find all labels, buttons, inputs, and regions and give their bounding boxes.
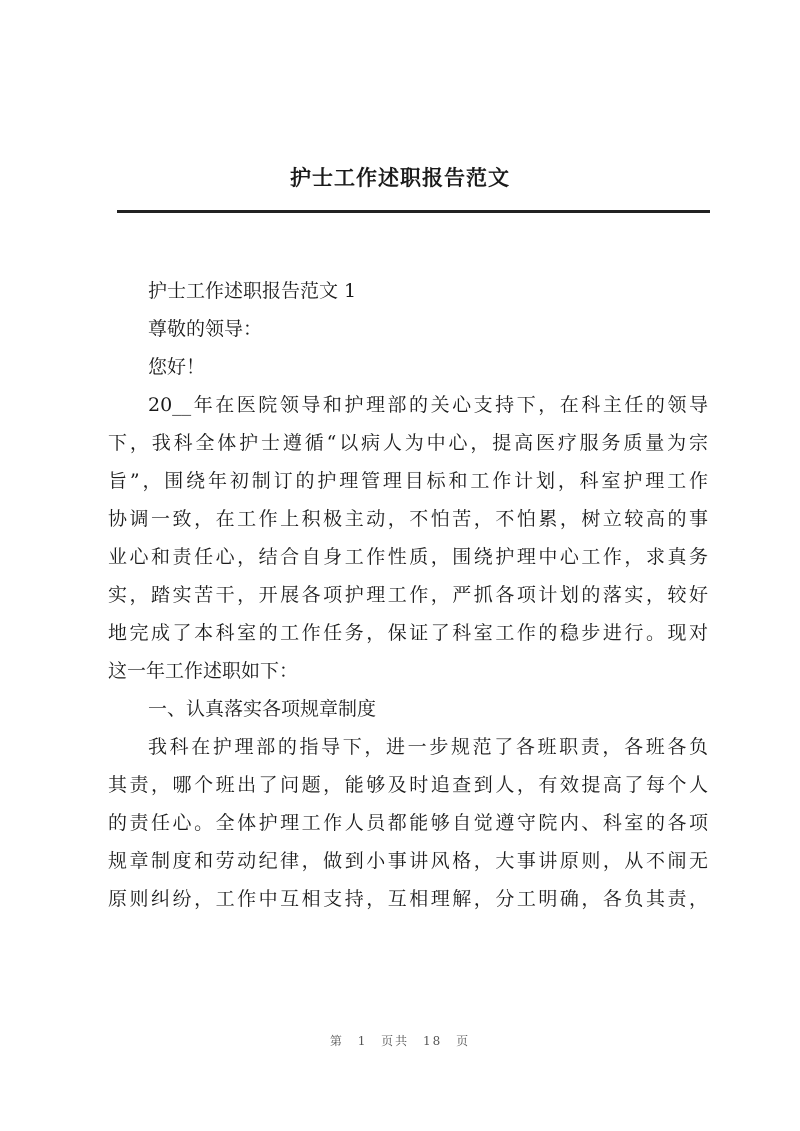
paragraph-line: 我科在护理部的指导下，进一步规范了各班职责，各班各负 — [148, 736, 708, 758]
page-footer — [0, 1032, 800, 1049]
paragraph-line: 规章制度和劳动纪律，做到小事讲风格，大事讲原则，从不闹无 — [108, 850, 708, 872]
document-title: 护士工作述职报告范文 — [290, 166, 510, 190]
subsection-heading: 一、认真落实各项规章制度 — [148, 698, 377, 720]
page-number: 1 — [357, 1034, 368, 1048]
salutation: 尊敬的领导： — [148, 318, 263, 340]
paragraph-line: 地完成了本科室的工作任务，保证了科室工作的稳步进行。现对 — [108, 622, 708, 644]
title-divider — [117, 210, 710, 213]
page-total: 18 — [423, 1034, 443, 1048]
document-body — [108, 272, 708, 918]
footer-prefix: 第 — [329, 1034, 344, 1048]
paragraph-line: 原则纠纷，工作中互相支持，互相理解，分工明确，各负其责， — [108, 888, 708, 910]
paragraph-line: 协调一致，在工作上积极主动，不怕苦，不怕累，树立较高的事 — [108, 508, 708, 530]
greeting: 您好！ — [148, 356, 206, 378]
paragraph-line: 业心和责任心，结合自身工作性质，围绕护理中心工作，求真务 — [108, 546, 708, 568]
paragraph-line: 20__年在医院领导和护理部的关心支持下，在科主任的领导 — [148, 394, 708, 416]
paragraph-line: 其责，哪个班出了问题，能够及时追查到人，有效提高了每个人 — [108, 774, 708, 796]
paragraph-line: 这一年工作述职如下： — [108, 660, 299, 682]
paragraph-line: 的责任心。全体护理工作人员都能够自觉遵守院内、科室的各项 — [108, 812, 708, 834]
paragraph-line: 旨”，围绕年初制订的护理管理目标和工作计划，科室护理工作 — [108, 470, 708, 492]
paragraph-line: 下，我科全体护士遵循“以病人为中心，提高医疗服务质量为宗 — [108, 432, 708, 454]
section-heading: 护士工作述职报告范文 1 — [148, 280, 357, 302]
footer-middle: 页共 — [381, 1034, 410, 1048]
footer-suffix: 页 — [456, 1034, 471, 1048]
paragraph-line: 实，踏实苦干，开展各项护理工作，严抓各项计划的落实，较好 — [108, 584, 708, 606]
